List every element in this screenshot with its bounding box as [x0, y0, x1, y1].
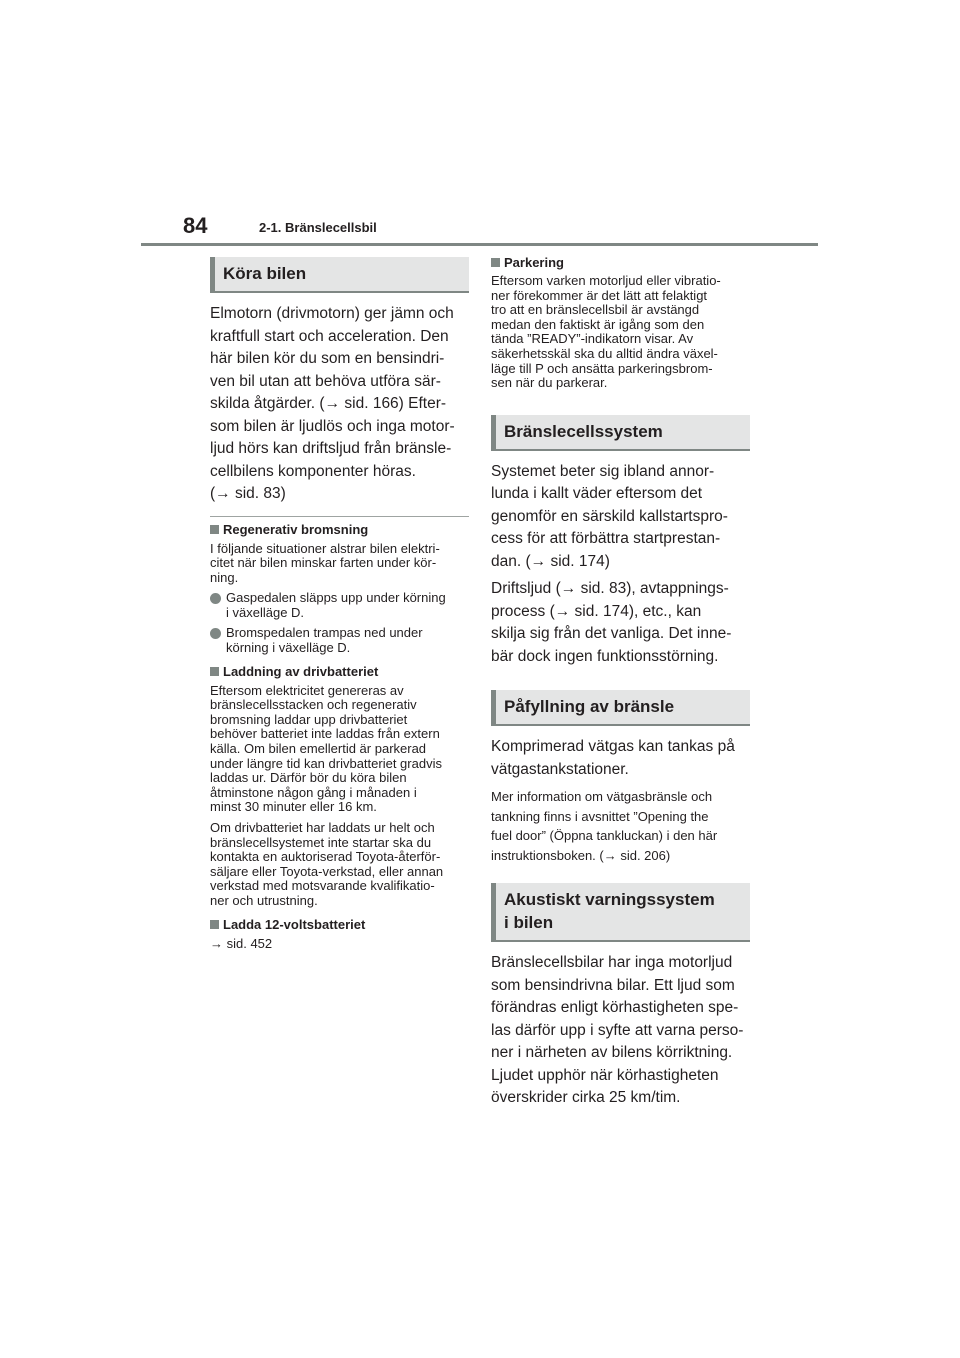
section-title: 2-1. Bränslecellsbil [259, 220, 377, 235]
acoustic-paragraph: Bränslecellsbilar har inga motorljud som bensindrivna bilar. Ett ljud som förändras enligt körhastigheten spe- las därför upp i syfte att varna perso- ner i närheten av bilens körriktning. Ljudet upphör när körhastigheten överskrider cirka 25 km/tim. [491, 954, 744, 1107]
heading-pafyllning: Påfyllning av bränsle [491, 690, 750, 726]
text-line: kraftfull start och acceleration. Den [210, 327, 449, 345]
heading-bransle-system: Bränslecellssystem [491, 415, 750, 451]
system-paragraph-2: Driftsljud (→ sid. 83), avtappnings- process (→ sid. 174), etc., kan skilja sig från det vanliga. Det inne- bär dock ingen funktionsstörning. [491, 580, 732, 665]
refuel-paragraph-1: Komprimerad vätgas kan tankas på vätgastankstationer. [491, 738, 735, 778]
heading-akustiskt: Akustiskt varningssystem i bilen [491, 883, 750, 942]
square-bullet-icon [210, 920, 219, 929]
text-line: (→ sid. 83) [210, 485, 286, 502]
text-line: ljud hörs kan driftsljud från bränsle- [210, 440, 452, 457]
text-line: cellbilens komponenter höras. [210, 462, 416, 480]
square-bullet-icon [210, 525, 219, 534]
parking-paragraph: Eftersom varken motorljud eller vibratio- ner förekommer är det lätt att felaktigt tro att en bränslecellsbil är avstängd medan den faktiskt är igång som den tända ”READY”-indikatorn visar. Av säkerhetsskäl ska du alltid ändra växel- läge till P och ansätta parkeringsbrom- sen när du parkerar. [491, 273, 721, 391]
page-number: 84 [183, 213, 208, 238]
text-line: som bilen är ljudlös och inga motor- [210, 417, 455, 435]
system-paragraph-1: Systemet beter sig ibland annor- lunda i kallt väder eftersom det genomför en särskild kallstartspro- cess för att förbättra startprestan- dan. (→ sid. 174) [491, 462, 728, 570]
subheading-charging: Laddning av drivbatteriet [210, 664, 469, 680]
right-column [491, 255, 750, 1110]
page-reference: → sid. 452 [210, 935, 273, 951]
header-rule [141, 243, 818, 246]
left-column [210, 257, 469, 951]
square-bullet-icon [210, 667, 219, 676]
text-line: I följande situationer alstrar bilen elektri- [210, 540, 440, 556]
text-line: skilda åtgärder. (→ sid. 166) Efter- [210, 395, 447, 412]
charging-paragraph-2: Om drivbatteriet har laddats ur helt och bränslecellsystemet inte startar ska du kontakta en auktoriserad Toyota-återför- säljare eller Toyota-verkstad, eller annan verkstad med motsvarande kvalifikatio- ner och utrustning. [210, 820, 444, 908]
text-line: citet när bilen minskar farten under kör- [210, 555, 437, 571]
subheading-regen: Regenerativ bromsning [210, 522, 469, 538]
heading-kora-bilen: Köra bilen [210, 257, 469, 293]
circle-bullet-icon [210, 628, 221, 639]
text-line: här bilen kör du som en bensindri- [210, 350, 445, 367]
circle-bullet-icon [210, 593, 221, 604]
intro-paragraph [210, 303, 469, 506]
charging-paragraph-1: Eftersom elektricitet genereras av bränslecellsstacken och regenerativ bromsning laddar upp drivbatteriet behöver batteriet inte laddas från extern källa. Om bilen emellertid är parkerad under längre tid kan drivbatteriet gradvis laddas ur. Därför bör du köra bilen åtminstone någon gång i månaden i minst 30 minuter eller 16 km. [210, 682, 442, 815]
list-item: Gaspedalen släpps upp under körning i växelläge D. [210, 591, 469, 620]
text-line: Elmotorn (drivmotorn) ger jämn och [210, 305, 454, 322]
text-line: ven bil utan att behöva utföra sär- [210, 372, 441, 390]
square-bullet-icon [491, 258, 500, 267]
subheading-parking: Parkering [491, 255, 750, 271]
subheading-12v: Ladda 12-voltsbatteriet [210, 917, 469, 933]
text-line: ning. [210, 569, 239, 585]
refuel-paragraph-2: Mer information om vätgasbränsle och tankning finns i avsnittet ”Opening the fuel door” (Öppna tankluckan) i den här instruktionsboken. (→ sid. 206) [491, 789, 718, 863]
list-item: Bromspedalen trampas ned under körning i växelläge D. [210, 626, 469, 655]
